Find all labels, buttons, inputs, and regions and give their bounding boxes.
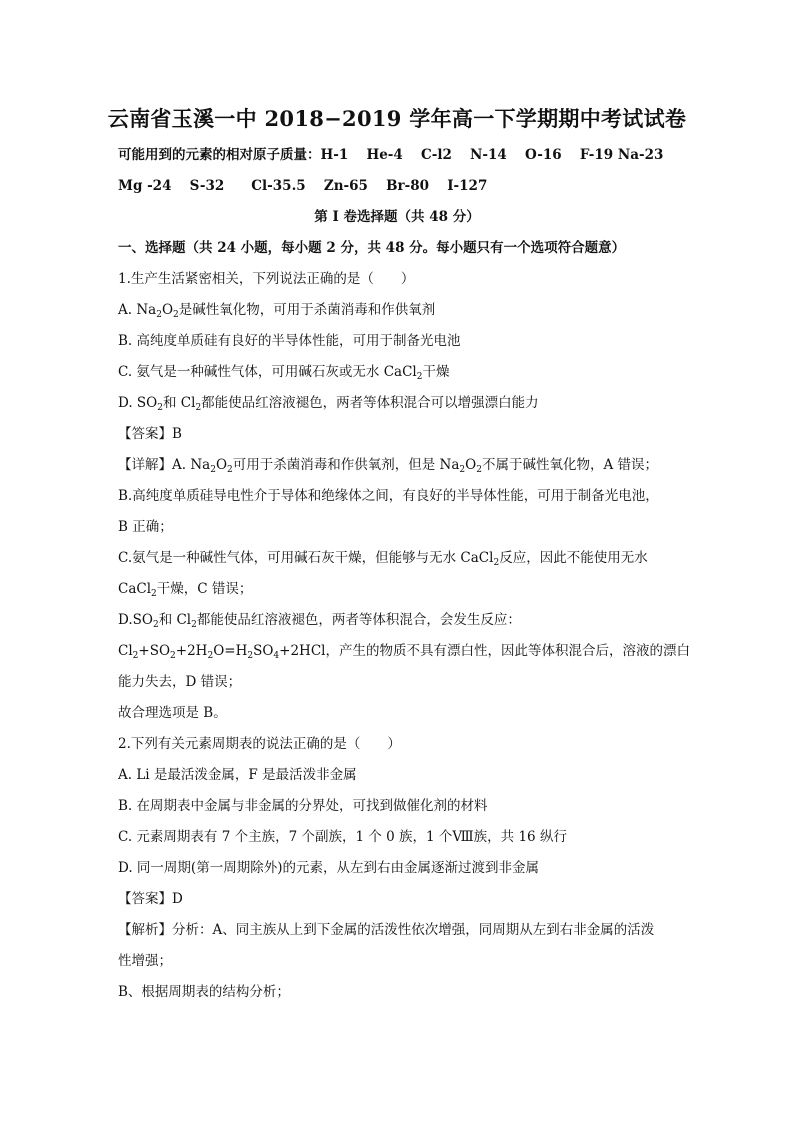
question-1-explanation-line: C.氨气是一种碱性气体，可用碱石灰干燥，但能够与无水 CaCl$_2$反应，因此不能使用无水 [118, 550, 648, 568]
atomic-masses-line-1: 可能用到的元素的相对原子质量：H-1 He-4 C-l2 N-14 O-16 F-19 Na-23 [118, 147, 664, 163]
question-1-option-a: A. $Na_2O_2$是碱性氧化物，可用于杀菌消毒和作供氧剂 [118, 302, 436, 320]
question-2-stem: 2.下列有关元素周期表的说法正确的是（ ） [118, 736, 401, 752]
question-1-explanation-line: B.高纯度单质硅导电性介于导体和绝缘体之间，有良好的半导体性能，可用于制备光电池， [118, 488, 659, 504]
question-2-answer: 【答案】D [118, 891, 183, 907]
section-title: 第 I 卷选择题（共 48 分） [314, 209, 480, 225]
document-title: 云南省玉溪一中 2018−2019 学年高一下学期期中考试试卷 [107, 106, 687, 131]
question-1-explanation-line: B 正确； [118, 519, 173, 535]
question-2-explanation-line: B、根据周期表的结构分析； [118, 984, 290, 1000]
question-1-conclusion: 故合理选项是 B。 [118, 705, 227, 721]
question-1-explanation-equation: $Cl_2+SO_2+2H_2O=H_2SO_4+2HCl$，产生的物质不具有漂白性，因此等体积混合后，溶液的漂白 [118, 643, 690, 661]
section-instructions: 一、选择题（共 24 小题，每小题 2 分，共 48 分。每小题只有一个选项符合题意） [118, 240, 626, 256]
question-1-explanation-line: 能力失去，D 错误； [118, 674, 242, 690]
question-1-option-b: B. 高纯度单质硅有良好的半导体性能，可用于制备光电池 [118, 333, 461, 349]
question-1-stem: 1.生产生活紧密相关，下列说法正确的是（ ） [118, 271, 415, 287]
question-2-option-d: D. 同一周期(第一周期除外)的元素，从左到右由金属逐渐过渡到非金属 [118, 860, 539, 876]
question-2-explanation-line: 性增强； [118, 953, 172, 969]
question-1-explanation-line: 【详解】A. $Na_2O_2$可用于杀菌消毒和作供氧剂，但是 $Na_2O_2$不属于碱性氧化物，A 错误； [118, 457, 658, 475]
question-1-option-c: C. 氨气是一种碱性气体，可用碱石灰或无水 CaCl$_2$干燥 [118, 364, 450, 382]
atomic-masses-line-2: Mg -24 S-32 Cl-35.5 Zn-65 Br-80 I-127 [118, 178, 488, 194]
question-1-answer: 【答案】B [118, 426, 182, 442]
question-2-option-b: B. 在周期表中金属与非金属的分界处，可找到做催化剂的材料 [118, 798, 488, 814]
question-2-explanation-line: 【解析】分析：A、同主族从上到下金属的活泼性依次增强，同周期从左到右非金属的活泼 [118, 922, 655, 938]
question-1-explanation-line: CaCl$_2$干燥，C 错误； [118, 581, 253, 599]
question-2-option-c: C. 元素周期表有 7 个主族，7 个副族，1 个 0 族，1 个Ⅷ族，共 16 纵行 [118, 829, 567, 845]
question-2-option-a: A. Li 是最活泼金属，F 是最活泼非金属 [118, 767, 357, 783]
question-1-explanation-line: $D.SO_2$和 $Cl_2$都能使品红溶液褪色，两者等体积混合，会发生反应： [118, 612, 521, 630]
question-1-option-d: D. $SO_2$和 $Cl_2$都能使品红溶液褪色，两者等体积混合可以增强漂白能力 [118, 395, 539, 413]
